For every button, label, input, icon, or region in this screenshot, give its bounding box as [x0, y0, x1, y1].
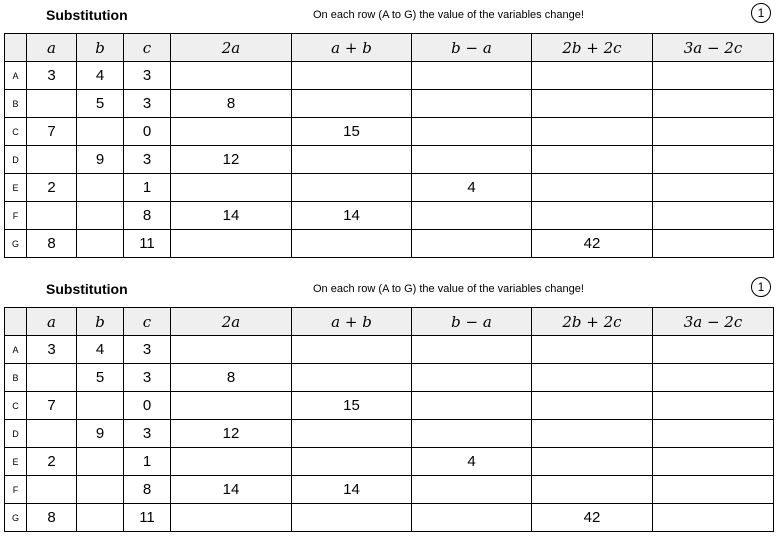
substitution-table	[4, 307, 774, 532]
table-row	[5, 174, 774, 202]
table-row	[5, 202, 774, 230]
column-header: b − a	[412, 34, 532, 62]
value-cell[interactable]	[532, 448, 653, 476]
value-cell[interactable]	[27, 202, 77, 230]
table-row	[5, 146, 774, 174]
value-cell[interactable]	[532, 476, 653, 504]
value-cell[interactable]: 3	[124, 62, 171, 90]
column-header: 2a	[171, 34, 292, 62]
value-cell[interactable]	[653, 230, 774, 258]
row-label: B	[5, 90, 27, 118]
value-cell[interactable]: 8	[27, 230, 77, 258]
value-cell[interactable]	[412, 504, 532, 532]
column-header: 3a − 2c	[653, 308, 774, 336]
value-cell[interactable]	[532, 420, 653, 448]
value-cell[interactable]: 7	[27, 392, 77, 420]
value-cell[interactable]	[292, 146, 412, 174]
value-cell[interactable]: 8	[27, 504, 77, 532]
row-label: D	[5, 420, 27, 448]
value-cell[interactable]: 1	[124, 174, 171, 202]
value-cell[interactable]: 0	[124, 118, 171, 146]
value-cell[interactable]: 12	[171, 146, 292, 174]
row-label: C	[5, 118, 27, 146]
column-header: 2a	[171, 308, 292, 336]
value-cell[interactable]: 9	[77, 146, 124, 174]
value-cell[interactable]: 42	[532, 230, 653, 258]
value-cell[interactable]	[171, 504, 292, 532]
value-cell[interactable]: 4	[77, 336, 124, 364]
row-label: G	[5, 230, 27, 258]
corner-cell	[5, 308, 27, 336]
table-row	[5, 118, 774, 146]
value-cell[interactable]	[171, 230, 292, 258]
value-cell[interactable]: 12	[171, 420, 292, 448]
value-cell[interactable]	[292, 504, 412, 532]
value-cell[interactable]	[77, 448, 124, 476]
table-row	[5, 62, 774, 90]
value-cell[interactable]	[653, 62, 774, 90]
value-cell[interactable]	[532, 202, 653, 230]
value-cell[interactable]	[653, 392, 774, 420]
value-cell[interactable]	[27, 420, 77, 448]
value-cell[interactable]: 3	[27, 336, 77, 364]
value-cell[interactable]: 0	[124, 392, 171, 420]
value-cell[interactable]: 7	[27, 118, 77, 146]
value-cell[interactable]: 14	[292, 476, 412, 504]
value-cell[interactable]	[653, 476, 774, 504]
value-cell[interactable]	[653, 118, 774, 146]
value-cell[interactable]	[27, 476, 77, 504]
table-row	[5, 392, 774, 420]
table-row	[5, 364, 774, 392]
worksheet-number-badge: 1	[751, 277, 771, 297]
column-header: a + b	[292, 308, 412, 336]
value-cell[interactable]	[27, 364, 77, 392]
value-cell[interactable]: 11	[124, 504, 171, 532]
value-cell[interactable]	[653, 336, 774, 364]
value-cell[interactable]: 2	[27, 448, 77, 476]
table-row	[5, 448, 774, 476]
value-cell[interactable]	[292, 90, 412, 118]
value-cell[interactable]	[532, 90, 653, 118]
value-cell[interactable]	[412, 90, 532, 118]
value-cell[interactable]	[412, 392, 532, 420]
worksheet-title: Substitution	[46, 7, 128, 23]
value-cell[interactable]	[532, 118, 653, 146]
table-row	[5, 504, 774, 532]
value-cell[interactable]	[532, 364, 653, 392]
value-cell[interactable]: 5	[77, 364, 124, 392]
value-cell[interactable]: 14	[171, 476, 292, 504]
value-cell[interactable]	[532, 336, 653, 364]
value-cell[interactable]	[171, 174, 292, 202]
value-cell[interactable]	[27, 146, 77, 174]
column-header: a + b	[292, 34, 412, 62]
row-label: E	[5, 174, 27, 202]
value-cell[interactable]	[412, 146, 532, 174]
value-cell[interactable]	[77, 230, 124, 258]
value-cell[interactable]: 8	[171, 90, 292, 118]
value-cell[interactable]	[77, 504, 124, 532]
value-cell[interactable]	[653, 504, 774, 532]
table-row	[5, 420, 774, 448]
value-cell[interactable]	[77, 174, 124, 202]
worksheet-title: Substitution	[46, 281, 128, 297]
corner-cell	[5, 34, 27, 62]
row-label: E	[5, 448, 27, 476]
value-cell[interactable]	[653, 448, 774, 476]
column-header: b − a	[412, 308, 532, 336]
value-cell[interactable]	[653, 90, 774, 118]
value-cell[interactable]	[532, 392, 653, 420]
value-cell[interactable]: 3	[124, 90, 171, 118]
value-cell[interactable]	[412, 230, 532, 258]
column-header: c	[124, 308, 171, 336]
value-cell[interactable]	[653, 420, 774, 448]
value-cell[interactable]	[171, 392, 292, 420]
value-cell[interactable]: 4	[412, 174, 532, 202]
value-cell[interactable]	[292, 336, 412, 364]
value-cell[interactable]: 5	[77, 90, 124, 118]
value-cell[interactable]	[653, 364, 774, 392]
column-header: c	[124, 34, 171, 62]
value-cell[interactable]	[532, 146, 653, 174]
value-cell[interactable]: 4	[412, 448, 532, 476]
table-row	[5, 230, 774, 258]
value-cell[interactable]	[653, 174, 774, 202]
worksheet-1	[0, 0, 780, 270]
value-cell[interactable]	[412, 62, 532, 90]
value-cell[interactable]: 2	[27, 174, 77, 202]
value-cell[interactable]	[292, 174, 412, 202]
column-header: b	[77, 34, 124, 62]
value-cell[interactable]: 8	[171, 364, 292, 392]
row-label: D	[5, 146, 27, 174]
value-cell[interactable]	[171, 118, 292, 146]
row-label: B	[5, 364, 27, 392]
instruction-note: On each row (A to G) the value of the variables change!	[313, 283, 584, 295]
value-cell[interactable]: 15	[292, 118, 412, 146]
row-label: F	[5, 202, 27, 230]
column-header: 2b + 2c	[532, 308, 653, 336]
value-cell[interactable]	[412, 364, 532, 392]
value-cell[interactable]: 3	[124, 364, 171, 392]
column-header: 2b + 2c	[532, 34, 653, 62]
value-cell[interactable]	[532, 62, 653, 90]
value-cell[interactable]	[292, 230, 412, 258]
row-label: F	[5, 476, 27, 504]
value-cell[interactable]: 3	[27, 62, 77, 90]
table-row	[5, 476, 774, 504]
worksheet-2	[0, 274, 780, 544]
value-cell[interactable]	[292, 420, 412, 448]
value-cell[interactable]	[77, 392, 124, 420]
column-header: 3a − 2c	[653, 34, 774, 62]
value-cell[interactable]	[412, 118, 532, 146]
value-cell[interactable]: 1	[124, 448, 171, 476]
value-cell[interactable]: 8	[124, 202, 171, 230]
row-label: A	[5, 336, 27, 364]
substitution-table	[4, 33, 774, 258]
header-row	[5, 308, 774, 336]
value-cell[interactable]: 8	[124, 476, 171, 504]
value-cell[interactable]: 14	[171, 202, 292, 230]
value-cell[interactable]: 3	[124, 146, 171, 174]
value-cell[interactable]	[412, 336, 532, 364]
value-cell[interactable]: 42	[532, 504, 653, 532]
value-cell[interactable]	[412, 420, 532, 448]
value-cell[interactable]	[77, 476, 124, 504]
value-cell[interactable]: 3	[124, 336, 171, 364]
column-header: b	[77, 308, 124, 336]
value-cell[interactable]	[292, 62, 412, 90]
value-cell[interactable]	[77, 118, 124, 146]
value-cell[interactable]	[653, 146, 774, 174]
value-cell[interactable]: 9	[77, 420, 124, 448]
value-cell[interactable]: 3	[124, 420, 171, 448]
table-row	[5, 90, 774, 118]
value-cell[interactable]	[171, 448, 292, 476]
header-row	[5, 34, 774, 62]
value-cell[interactable]: 11	[124, 230, 171, 258]
worksheet-number-badge: 1	[751, 3, 771, 23]
value-cell[interactable]	[77, 202, 124, 230]
table-row	[5, 336, 774, 364]
row-label: A	[5, 62, 27, 90]
value-cell[interactable]	[412, 202, 532, 230]
value-cell[interactable]	[532, 174, 653, 202]
value-cell[interactable]	[412, 476, 532, 504]
value-cell[interactable]	[653, 202, 774, 230]
value-cell[interactable]: 4	[77, 62, 124, 90]
value-cell[interactable]	[171, 62, 292, 90]
value-cell[interactable]: 15	[292, 392, 412, 420]
column-header: a	[27, 308, 77, 336]
instruction-note: On each row (A to G) the value of the variables change!	[313, 9, 584, 21]
value-cell[interactable]	[292, 364, 412, 392]
value-cell[interactable]	[27, 90, 77, 118]
column-header: a	[27, 34, 77, 62]
value-cell[interactable]: 14	[292, 202, 412, 230]
value-cell[interactable]	[292, 448, 412, 476]
row-label: C	[5, 392, 27, 420]
value-cell[interactable]	[171, 336, 292, 364]
row-label: G	[5, 504, 27, 532]
